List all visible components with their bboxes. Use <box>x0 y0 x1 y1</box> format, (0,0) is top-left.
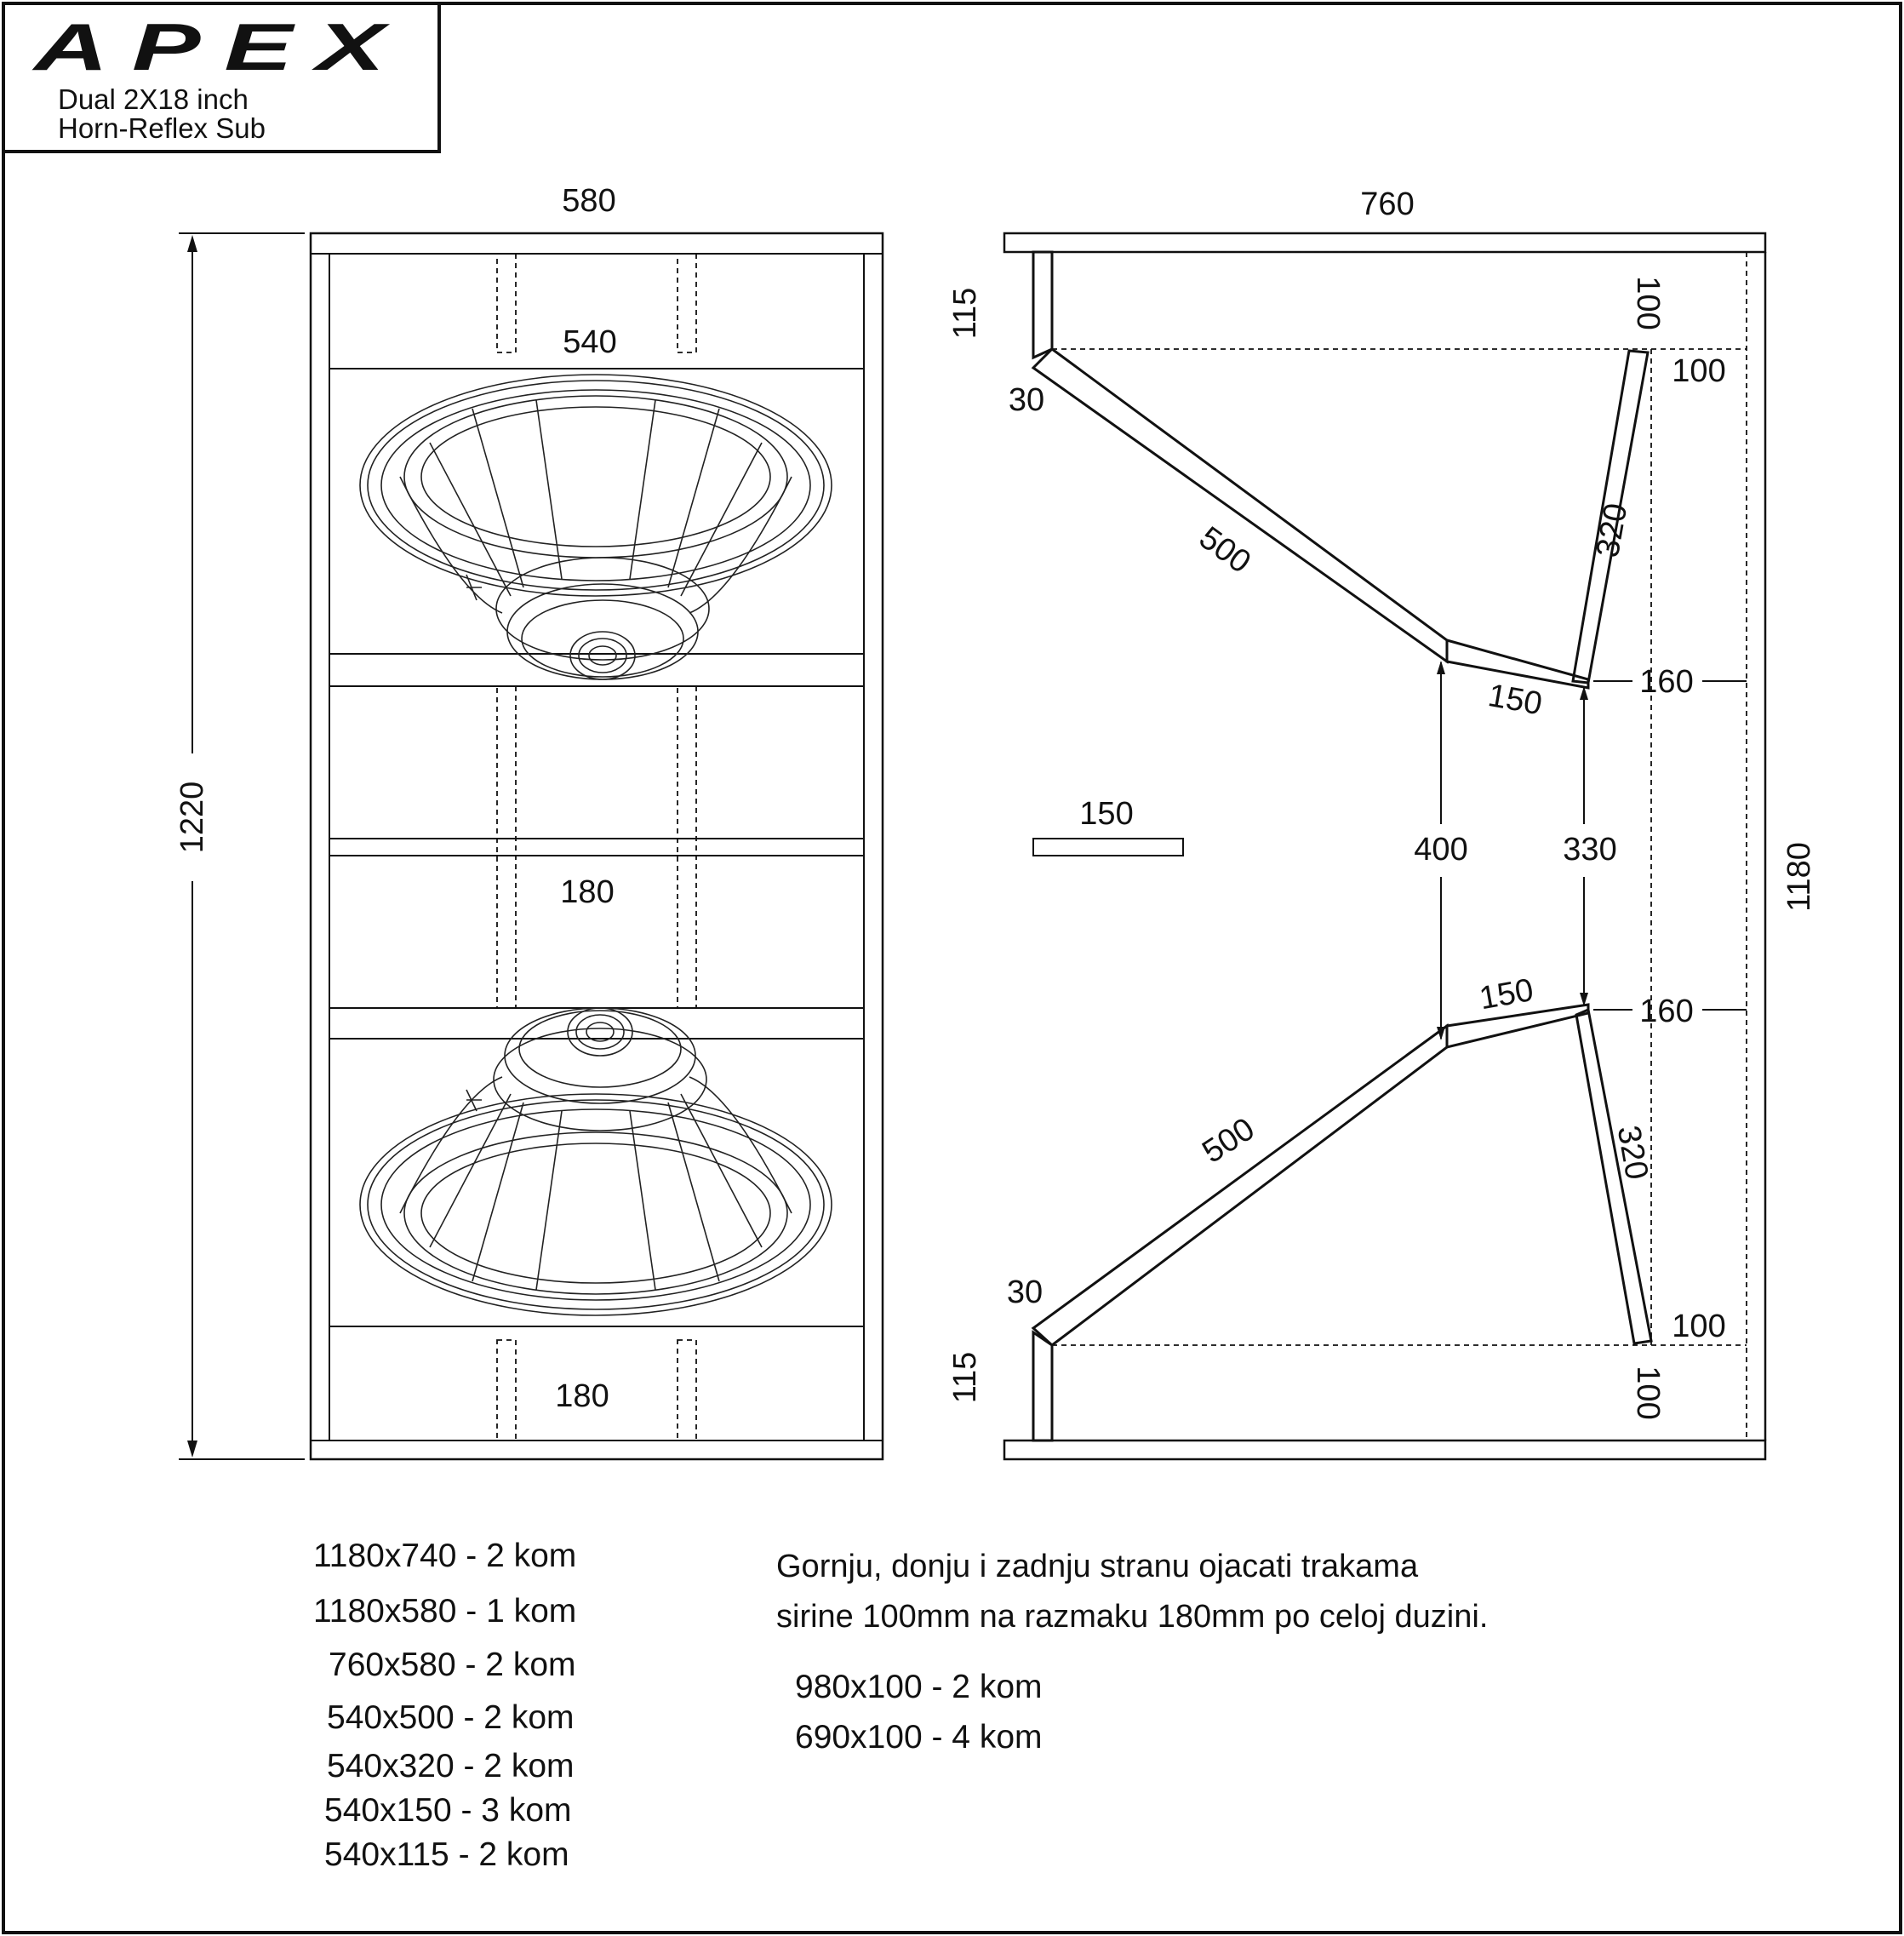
side-upper-long-label: 500 <box>1192 519 1258 581</box>
front-height-arrow-bottom <box>187 1441 197 1458</box>
side-width-label: 760 <box>1360 186 1415 222</box>
note-line-2: sirine 100mm na razmaku 180mm po celoj duzini. <box>776 1599 1489 1635</box>
parts-list-item: 760x580 - 2 kom <box>329 1647 576 1683</box>
side-port-label: 330 <box>1563 832 1617 868</box>
side-lower-horn-panel <box>1033 1026 1447 1345</box>
side-upper-back-label: 320 <box>1589 501 1635 560</box>
title-line-2: Horn-Reflex Sub <box>58 112 266 144</box>
parts-list-item: 540x500 - 2 kom <box>327 1699 575 1736</box>
strips-list <box>795 1669 1043 1756</box>
parts-list-item: 1180x580 - 1 kom <box>313 1593 577 1630</box>
side-lower-front-panel <box>1033 1332 1052 1441</box>
side-lower-short-panel <box>1447 1005 1588 1047</box>
side-dashed-strips <box>1052 252 1747 1441</box>
front-height-arrow-top <box>187 235 197 252</box>
front-dashed-strips <box>497 254 696 1441</box>
side-lower-gap-label: 160 <box>1639 994 1694 1029</box>
front-height-label: 1220 <box>174 781 210 854</box>
strips-list-item: 690x100 - 4 kom <box>795 1719 1043 1756</box>
title-line-1: Dual 2X18 inch <box>58 83 249 115</box>
strips-list-item: 980x100 - 2 kom <box>795 1669 1043 1705</box>
side-top-panel <box>1004 233 1765 252</box>
side-upper-gap-label: 160 <box>1639 664 1694 700</box>
reinforcement-note <box>776 1549 1488 1635</box>
front-gap-mid-label: 180 <box>560 874 615 910</box>
side-upper-front-panel <box>1033 252 1052 358</box>
parts-list-item: 540x150 - 3 kom <box>324 1792 572 1829</box>
side-top-angle-label: 30 <box>1008 382 1045 418</box>
side-throat-label: 400 <box>1414 832 1468 868</box>
front-width-label: 580 <box>562 183 616 219</box>
front-outer <box>311 233 883 1459</box>
side-lower-back-label: 320 <box>1610 1123 1655 1183</box>
side-upper-short-label: 150 <box>1485 677 1545 723</box>
side-top-strip-label: 100 <box>1630 276 1666 330</box>
parts-list-item: 540x115 - 2 kom <box>324 1836 569 1873</box>
note-line-1: Gornju, donju i zadnju stranu ojacati trakama <box>776 1549 1419 1584</box>
upper-woofer-drawing <box>360 375 832 679</box>
side-top-panel-label: 115 <box>947 287 983 340</box>
side-top-strip-right-label: 100 <box>1672 353 1726 389</box>
parts-list-item: 540x320 - 2 kom <box>327 1748 575 1784</box>
side-lower-short-label: 150 <box>1477 971 1536 1017</box>
front-view <box>174 183 883 1459</box>
side-upper-horn-panel <box>1033 349 1447 662</box>
side-bottom-strip-right-label: 100 <box>1672 1309 1726 1344</box>
side-brace-part <box>1033 839 1183 856</box>
side-bottom-angle-label: 30 <box>1006 1274 1043 1310</box>
lower-woofer-drawing <box>360 1008 832 1315</box>
side-bottom-panel <box>1004 1441 1765 1459</box>
throat-arrow-top <box>1437 661 1445 674</box>
front-gap-bottom-label: 180 <box>555 1378 609 1414</box>
brand-logo: APEX <box>31 9 409 84</box>
side-brace-label: 150 <box>1079 796 1134 832</box>
title-block <box>3 3 439 152</box>
front-inner-width-label: 540 <box>563 324 617 360</box>
side-bottom-panel-label: 115 <box>947 1351 983 1404</box>
parts-list-item: 1180x740 - 2 kom <box>313 1538 577 1574</box>
side-upper-short-panel <box>1447 640 1588 688</box>
side-view <box>947 186 1817 1459</box>
side-lower-long-label: 500 <box>1196 1111 1261 1171</box>
parts-list <box>313 1538 576 1873</box>
side-bottom-strip-label: 100 <box>1630 1366 1666 1420</box>
side-height-label: 1180 <box>1781 842 1817 912</box>
